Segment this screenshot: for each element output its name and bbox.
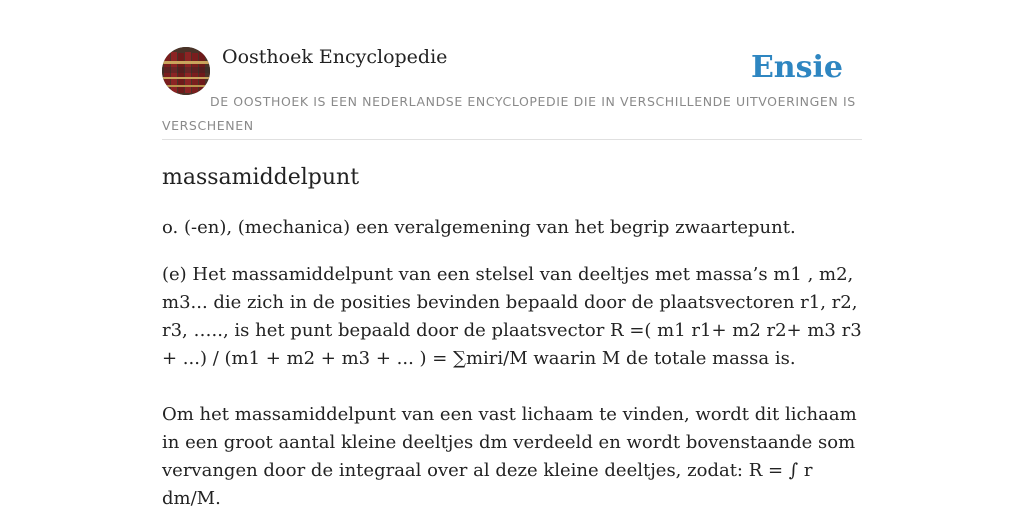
article-paragraph: Om het massamiddelpunt van een vast lichaam te vinden, wordt dit lichaam in een groot aantal kleine deeltjes dm verdeeld en wordt bovenstaande som vervangen door de integraal over al deze kleine deeltjes, zodat: R = ∫ r dm/M. <box>162 404 857 509</box>
encyclopedia-books-icon[interactable] <box>162 47 210 95</box>
brand-logo[interactable]: Ensie <box>750 50 843 85</box>
article-paragraph: (e) Het massamiddelpunt van een stelsel van deeltjes met massa’s m1 , m2, m3... die zich in de posities bevinden bepaald door de plaatsvectoren r1, r2, r3, ….., is het punt bepaald door de plaatsvector R =( m1 r1+ m2 r2+ m3 r3 + ...) / (m1 + m2 + m3 + ... ) = ∑miri/M waarin M de totale massa is. <box>162 264 862 369</box>
article-title: massamiddelpunt <box>162 165 360 190</box>
site-tagline: DE OOSTHOEK IS EEN NEDERLANDSE ENCYCLOPEDIE DIE IN VERSCHILLENDE UITVOERINGEN IS VERSCHENEN <box>162 94 856 133</box>
header-divider <box>162 139 862 140</box>
site-name[interactable]: Oosthoek Encyclopedie <box>222 46 448 68</box>
article <box>162 162 862 512</box>
article-definition: o. (-en), (mechanica) een veralgemening van het begrip zwaartepunt. <box>162 217 796 238</box>
